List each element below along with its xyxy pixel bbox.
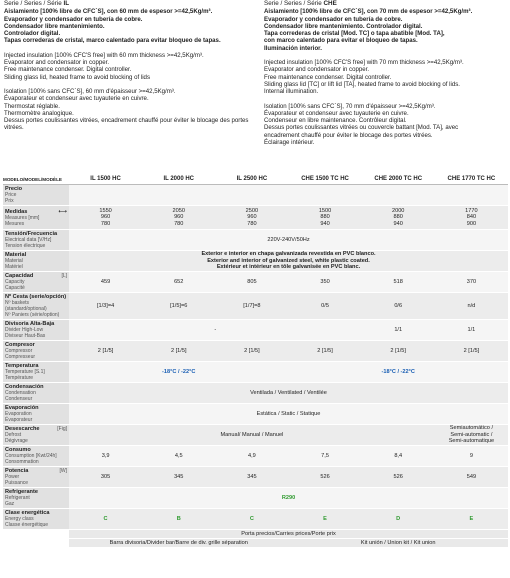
table-cell: C (69, 509, 142, 530)
spec-text-line: Évaporateur et condenseur avec tuyauterie en cuivre. (4, 95, 149, 103)
row-label-es: Tensión/Frecuencia (5, 231, 58, 237)
table-cell: 4,9 (215, 446, 288, 467)
table-cell: [1/7]=8 (215, 293, 288, 320)
row-label (3, 230, 69, 251)
table-header-cell: IL 2500 HC (215, 174, 288, 185)
row-unit: [W] (59, 468, 67, 474)
row-label (3, 341, 69, 362)
table-span-cell: 220V-240V/50Hz (69, 230, 508, 251)
table-cell: 518 (362, 272, 435, 293)
row-label-fr: Nº Paniers (série/option) (5, 312, 60, 318)
table-span-cell: -18°C / -22°C (69, 362, 288, 383)
row-label-es: Temperatura (5, 363, 39, 369)
spec-text-line: Sliding glass lid [TC] or lift lid [TA], heated frame to avoid blocking of lids. (264, 80, 460, 88)
footer-cell: Kit unión / Union kit / Kit union (288, 539, 508, 548)
spec-text-line: Evaporator and condensator in copper. (264, 66, 370, 74)
table-cell: 459 (69, 272, 142, 293)
row-label-en: Evaporation (5, 411, 32, 417)
row-label-en: Condensation (5, 390, 36, 396)
row-label-en: Refrigerant (5, 495, 30, 501)
table-row (3, 230, 508, 251)
table-cell: 4,5 (142, 446, 215, 467)
table-cell: 345 (215, 467, 288, 488)
spec-text-line: Condensador libre mantenimiento. Controlador digital. (264, 22, 423, 30)
table-span-cell: Exterior e interior en chapa galvanizada revestida en PVC blanco. Exterior and interior of galvanized steel, white plastic coated. Extérieur et intérieur en tôle galvanisée en PVC blanc. (69, 251, 508, 272)
row-label-es: Compresor (5, 342, 35, 348)
row-label (3, 272, 69, 293)
table-cell: 350 (288, 272, 361, 293)
row-label-en: Compressor (5, 348, 33, 354)
table-header-cell: CHE 1770 TC HC (435, 174, 508, 185)
row-label-fr: Compresseur (5, 354, 36, 360)
footer-cell: Barra divisoria/Divider bar/Barre de div. grille séparation (69, 539, 288, 548)
table-span-cell: -18°C / -22°C (288, 362, 508, 383)
table-header-cell: CHE 1500 TC HC (288, 174, 361, 185)
row-label (3, 509, 69, 530)
dimension-arrows-icon: ⟷ (58, 208, 67, 215)
spec-text-line: Internal illumination. (264, 88, 319, 96)
row-label (3, 251, 69, 272)
row-unit: [Fig] (57, 426, 67, 432)
table-span-cell: R290 (69, 488, 508, 509)
row-label-fr: Tension électrique (5, 243, 46, 249)
spec-text-line: Evaporador y condensador en tubería de cobre. (264, 15, 403, 23)
spec-table (3, 174, 508, 548)
row-label (3, 320, 69, 341)
table-cell: E (288, 509, 361, 530)
spec-text-line: encadrement chauffé pour éviter le blocage des portes vitrées. (264, 131, 433, 139)
table-row (3, 383, 508, 404)
row-label (3, 446, 69, 467)
spec-text-line: Evaporador y condensador en tubería de cobre. (4, 15, 143, 23)
row-label (3, 467, 69, 488)
table-cell: 8,4 (362, 446, 435, 467)
table-cell: 2 [1/5] (362, 341, 435, 362)
table-cell: B (142, 509, 215, 530)
table-cell: 2 [1/5] (435, 341, 508, 362)
row-label-en: Temperature [S.1] (5, 369, 45, 375)
table-span-cell: Ventilada / Ventilated / Ventilée (69, 383, 508, 404)
spec-text-line: Condensador libre mantenimiento. (4, 22, 105, 30)
table-row (3, 467, 508, 488)
row-label-fr: Classe énergétique (5, 522, 49, 528)
table-footer-row (3, 539, 508, 548)
row-label-en: Nº baskets (standard/optional) (5, 300, 47, 312)
row-label-en: Energy class (5, 516, 34, 522)
table-row (3, 293, 508, 320)
table-cell: [1/3]=4 (69, 293, 142, 320)
table-row (3, 425, 508, 446)
table-row (3, 185, 508, 206)
footer-empty (3, 539, 69, 548)
table-header-cell: IL 1500 HC (69, 174, 142, 185)
row-label-es: Precio (5, 186, 23, 192)
row-label (3, 206, 69, 230)
table-cell: C (215, 509, 288, 530)
table-cell: 526 (362, 467, 435, 488)
table-cell: Semiautomático / Semi-automatic / Semi-automatique (435, 425, 508, 446)
spec-text-line: Free maintenance condenser. Digital controller. (4, 66, 132, 74)
table-span-cell: Manual/ Manual / Manuel (69, 425, 435, 446)
row-label-es: Nº Cesta (serie/opción) (5, 294, 67, 300)
table-span-cell: - (69, 320, 362, 341)
row-label-fr: Condenseur (5, 396, 33, 402)
table-row (3, 341, 508, 362)
row-label-en: Material (5, 258, 23, 264)
table-row (3, 362, 508, 383)
row-label (3, 404, 69, 425)
row-label-fr: Puissance (5, 480, 29, 486)
right-french-block (264, 103, 508, 147)
left-series-heading: Serie / Series / Série IL (4, 0, 70, 7)
row-label (3, 488, 69, 509)
row-label-en: Measures [mm] (5, 214, 40, 221)
spec-text-line: con marco calentado para evitar el bloqueo de tapas. (264, 37, 418, 45)
spec-text-line: Evaporator and condensator in copper. (4, 59, 110, 67)
right-english-block (264, 59, 508, 95)
right-spanish-block (264, 8, 508, 52)
table-cell: 2 [1/5] (69, 341, 142, 362)
left-spanish-block (4, 8, 254, 44)
table-row (3, 446, 508, 467)
row-label-fr: Prix (5, 198, 14, 204)
spec-text-line: Aislamiento [100% libre de CFC´S], con 60 mm de espesor >=42,5Kg/m³. (4, 8, 213, 16)
table-cell: 526 (288, 467, 361, 488)
spec-text-line: Tapas correderas de cristal, marco calentado para evitar bloqueo de tapas. (4, 37, 221, 45)
spec-text-line: Thermostat réglable. (4, 102, 60, 110)
table-cell (69, 185, 142, 206)
table-cell: 2 [1/5] (215, 341, 288, 362)
table-cell: 2050 960 780 (142, 206, 215, 230)
left-series-description (4, 0, 254, 132)
table-cell: 3,9 (69, 446, 142, 467)
spec-text-line: Isolation [100% sans CFC´S], 70 mm d'épaisseur >=42,5Kg/m³. (264, 102, 436, 110)
row-label-es: Material (5, 252, 27, 258)
row-label-fr: Consommation (5, 459, 39, 465)
row-label-es: Potencia (5, 468, 29, 474)
spec-text-line: Injected insulation [100% CFC'S free] with 60 mm thickness >=42,5Kg/m³. (4, 51, 204, 59)
row-label (3, 293, 69, 320)
spec-text-line: Controlador digital. (4, 30, 61, 38)
row-label (3, 185, 69, 206)
row-label-fr: Dégivrage (5, 438, 28, 444)
row-label-fr: Évaporateur (5, 417, 33, 423)
table-cell: n/d (435, 293, 508, 320)
table-cell (362, 185, 435, 206)
spec-text-line: Aislamiento [100% libre de CFC´S], con 70 mm de espesor >=42,5Kg/m³. (264, 8, 473, 16)
table-cell: 2 [1/5] (142, 341, 215, 362)
table-cell (288, 185, 361, 206)
table-span-cell: Estática / Static / Statique (69, 404, 508, 425)
table-header-cell: MODELO/MODEL/MODÈLE (3, 174, 69, 185)
table-cell (435, 185, 508, 206)
spec-text-line: Dessus portes coulissantes vitrées ou couvercle battant [Mod. TA], avec (264, 124, 459, 132)
spec-text-line: Condenseur en libre maintenance. Contrôleur digital. (264, 117, 407, 125)
row-label-es: Evaporación (5, 405, 39, 411)
spec-text-line: Éclairage intérieur. (264, 139, 315, 147)
table-cell: 1/1 (435, 320, 508, 341)
spec-text-line: Sliding glass lid, heated frame to avoid blocking of lids (4, 73, 150, 81)
table-cell: D (362, 509, 435, 530)
row-label-en: Divider High-Low (5, 327, 44, 333)
row-label-en: Electrical data [V/Hz] (5, 237, 52, 243)
spec-text-line: Injected insulation [100% CFC'S free] with 70 mm thickness >=42,5Kg/m³. (264, 59, 464, 67)
table-cell: 805 (215, 272, 288, 293)
table-cell: 345 (142, 467, 215, 488)
row-label-en: Defrost (5, 432, 22, 438)
footer-empty (3, 530, 69, 539)
table-row (3, 206, 508, 230)
row-label-fr: Gaz (5, 501, 15, 507)
spec-text-line: Dessus portes coulissantes vitrées, encadrement chauffé pour éviter le blocage des portes vitrées. (4, 117, 249, 132)
table-cell: [1/5]=6 (142, 293, 215, 320)
row-label-fr: Diviseur Haut-Bas (5, 333, 46, 339)
table-cell: 1770 840 900 (435, 206, 508, 230)
row-label-fr: Mesures (5, 220, 25, 227)
row-label-es: Capacidad (5, 273, 34, 279)
spec-table-header (3, 174, 508, 185)
table-header-cell: IL 2000 HC (142, 174, 215, 185)
row-label-en: Power (5, 474, 20, 480)
row-label-es: Clase energética (5, 510, 50, 516)
table-cell: 1500 880 940 (288, 206, 361, 230)
table-row (3, 404, 508, 425)
row-unit: [L] (61, 273, 67, 279)
table-cell: 0/6 (362, 293, 435, 320)
table-row (3, 251, 508, 272)
table-footer-row (3, 530, 508, 539)
table-row (3, 509, 508, 530)
table-cell (142, 185, 215, 206)
table-cell: E (435, 509, 508, 530)
table-cell: 652 (142, 272, 215, 293)
footer-cell: Porta precios/Carries prices/Porte prix (69, 530, 508, 539)
table-cell: 7,5 (288, 446, 361, 467)
table-cell: 0/5 (288, 293, 361, 320)
table-header-cell: CHE 2000 TC HC (362, 174, 435, 185)
row-label (3, 383, 69, 404)
row-label-es: Desescarche (5, 426, 40, 432)
row-label-es: Refrigerante (5, 489, 38, 495)
row-label-fr: Température (5, 375, 34, 381)
table-cell: 9 (435, 446, 508, 467)
row-label-es: Condensación (5, 384, 44, 390)
table-cell: 549 (435, 467, 508, 488)
table-cell: 2000 880 940 (362, 206, 435, 230)
table-cell: 2500 960 780 (215, 206, 288, 230)
row-label-en: Consumption [Kwt/24h] (5, 453, 57, 459)
table-row (3, 488, 508, 509)
table-cell (215, 185, 288, 206)
left-french-block (4, 88, 254, 132)
table-cell: 2 [1/5] (288, 341, 361, 362)
row-label (3, 425, 69, 446)
row-label-en: Capacity (5, 279, 25, 285)
row-label-fr: Capacité (5, 285, 25, 291)
row-label-en: Price (5, 192, 17, 198)
row-label-es: Consumo (5, 447, 31, 453)
spec-text-line: Free maintenance condenser. Digital controller. (264, 73, 392, 81)
table-row (3, 272, 508, 293)
spec-text-line: Évaporateur et condenseur avec tuyauterie en cuivre. (264, 109, 409, 117)
spec-text-line: Isolation [100% sans CFC´S], 60 mm d'épaisseur >=42,5Kg/m³. (4, 87, 176, 95)
spec-text-line: Iluminación interior. (264, 44, 322, 52)
row-label-es: Medidas (5, 208, 28, 215)
row-label (3, 362, 69, 383)
table-cell: 370 (435, 272, 508, 293)
left-english-block (4, 52, 254, 81)
right-series-description (264, 0, 508, 146)
right-series-heading: Serie / Series / Série CHE (264, 0, 337, 7)
table-cell: 305 (69, 467, 142, 488)
row-label-es: Divisoria Alta-Baja (5, 321, 55, 327)
table-cell: 1550 960 780 (69, 206, 142, 230)
spec-text-line: Tapa correderas de cristal [Mod. TC] o tapa abatible [Mod. TA], (264, 30, 445, 38)
spec-text-line: Thermomètre analogique. (4, 109, 74, 117)
row-label-fr: Matériel (5, 264, 23, 270)
table-row (3, 320, 508, 341)
table-cell: 1/1 (362, 320, 435, 341)
